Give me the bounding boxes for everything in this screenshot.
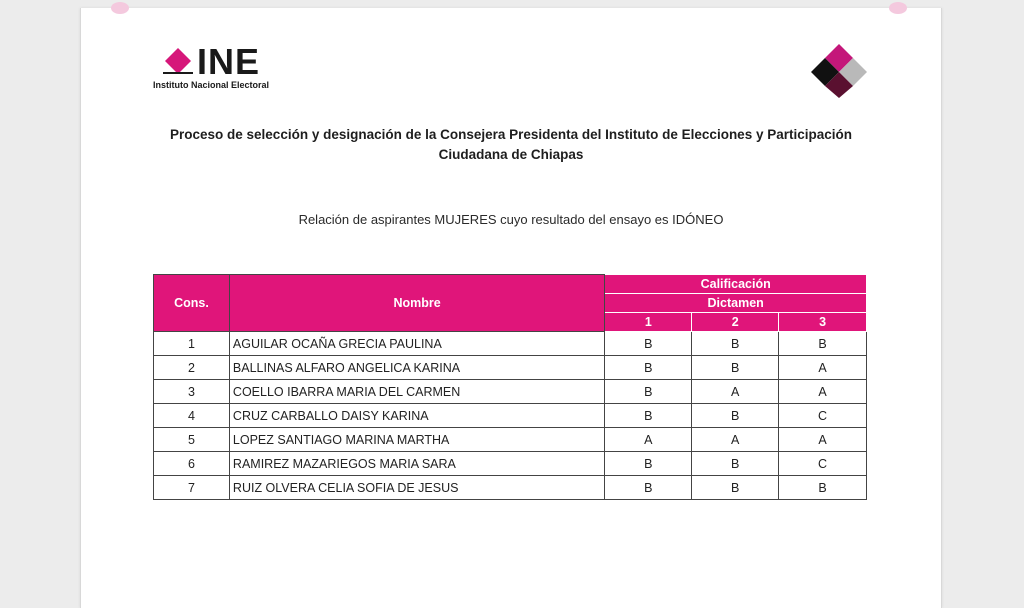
cell-dictamen-3: A xyxy=(779,428,867,452)
ine-logo-text: INE xyxy=(197,41,261,82)
cell-dictamen-1: B xyxy=(605,356,692,380)
header-dictamen-1: 1 xyxy=(605,313,692,332)
cell-cons: 6 xyxy=(154,452,230,476)
cell-dictamen-3: A xyxy=(779,380,867,404)
cell-dictamen-3: A xyxy=(779,356,867,380)
cell-cons: 4 xyxy=(154,404,230,428)
cell-dictamen-3: C xyxy=(779,404,867,428)
table-row xyxy=(154,380,867,404)
document-title: Proceso de selección y designación de la Consejera Presidenta del Instituto de Elecciones y Participación Ciudadana de Chiapas xyxy=(170,127,852,162)
header-dictamen-3: 3 xyxy=(779,313,867,332)
ine-logo-subtitle: Instituto Nacional Electoral xyxy=(153,80,270,90)
iepc-diamond-icon xyxy=(809,42,869,98)
cell-dictamen-2: B xyxy=(692,452,779,476)
table-row xyxy=(154,332,867,356)
document-subtitle: Relación de aspirantes MUJERES cuyo resultado del ensayo es IDÓNEO xyxy=(298,212,724,227)
cell-dictamen-1: B xyxy=(605,380,692,404)
document-page xyxy=(80,8,942,608)
cell-dictamen-2: B xyxy=(692,332,779,356)
cell-dictamen-3: B xyxy=(779,476,867,500)
cell-cons: 1 xyxy=(154,332,230,356)
top-decoration-right xyxy=(889,2,907,14)
cell-cons: 3 xyxy=(154,380,230,404)
table-row xyxy=(154,452,867,476)
table-row xyxy=(154,476,867,500)
cell-cons: 2 xyxy=(154,356,230,380)
header-dictamen-2: 2 xyxy=(692,313,779,332)
cell-nombre: CRUZ CARBALLO DAISY KARINA xyxy=(229,404,604,428)
header-nombre: Nombre xyxy=(229,275,604,332)
cell-cons: 5 xyxy=(154,428,230,452)
table-row xyxy=(154,404,867,428)
results-table xyxy=(153,274,867,500)
cell-nombre: COELLO IBARRA MARIA DEL CARMEN xyxy=(229,380,604,404)
cell-nombre: AGUILAR OCAÑA GRECIA PAULINA xyxy=(229,332,604,356)
cell-nombre: RAMIREZ MAZARIEGOS MARIA SARA xyxy=(229,452,604,476)
cell-cons: 7 xyxy=(154,476,230,500)
cell-nombre: RUIZ OLVERA CELIA SOFIA DE JESUS xyxy=(229,476,604,500)
header-dictamen: Dictamen xyxy=(605,294,867,313)
cell-dictamen-2: A xyxy=(692,380,779,404)
cell-dictamen-1: B xyxy=(605,404,692,428)
cell-dictamen-2: A xyxy=(692,428,779,452)
cell-dictamen-1: B xyxy=(605,476,692,500)
cell-nombre: LOPEZ SANTIAGO MARINA MARTHA xyxy=(229,428,604,452)
table-row xyxy=(154,428,867,452)
top-decoration-left xyxy=(111,2,129,14)
header-cons: Cons. xyxy=(154,275,230,332)
cell-dictamen-2: B xyxy=(692,476,779,500)
header-calificacion: Calificación xyxy=(605,275,867,294)
cell-dictamen-3: C xyxy=(779,452,867,476)
cell-dictamen-1: B xyxy=(605,332,692,356)
ine-logo xyxy=(153,42,313,98)
cell-dictamen-1: B xyxy=(605,452,692,476)
cell-dictamen-2: B xyxy=(692,356,779,380)
table-row xyxy=(154,356,867,380)
ine-diamond-icon xyxy=(163,46,193,76)
cell-dictamen-1: A xyxy=(605,428,692,452)
cell-dictamen-2: B xyxy=(692,404,779,428)
cell-dictamen-3: B xyxy=(779,332,867,356)
cell-nombre: BALLINAS ALFARO ANGELICA KARINA xyxy=(229,356,604,380)
